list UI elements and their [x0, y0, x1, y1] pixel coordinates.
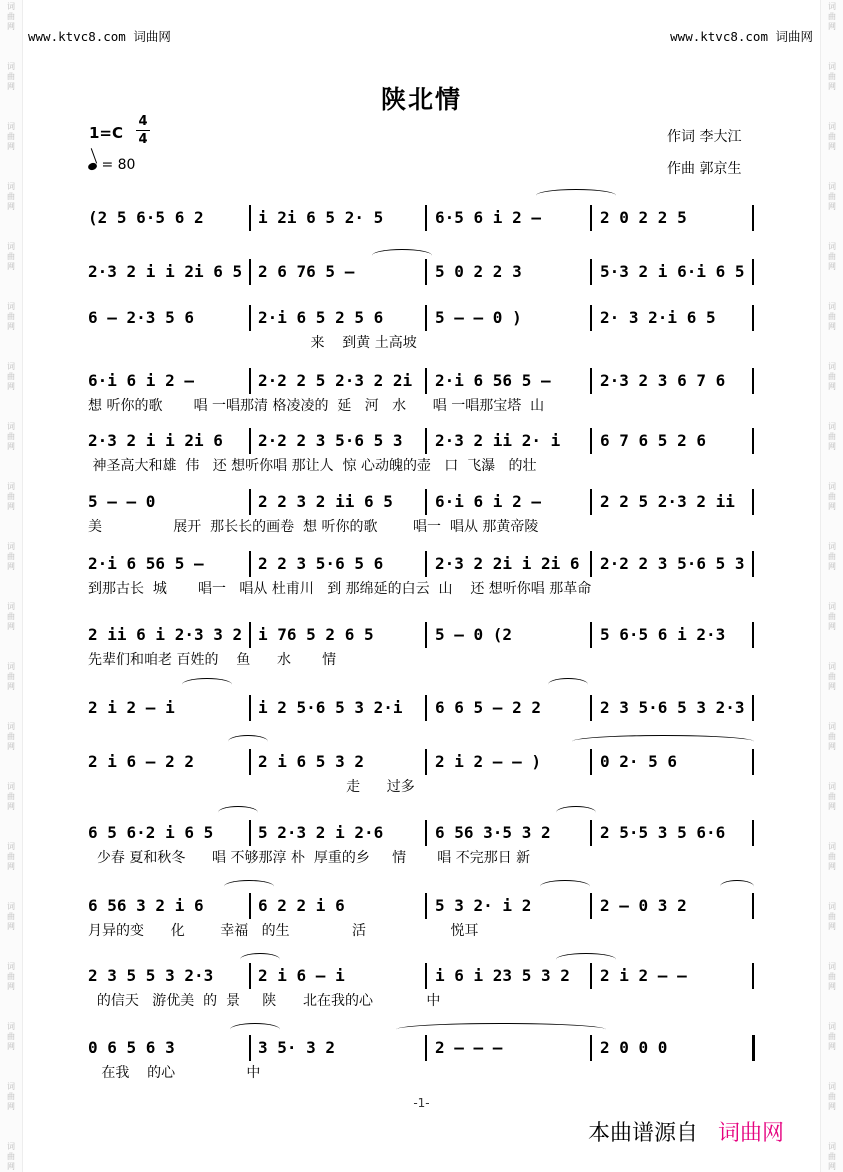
- measure: 2 i 6 – 2 2: [88, 752, 194, 771]
- key-signature: 1=C: [89, 124, 124, 142]
- measure: 2 i 2 – i: [88, 698, 175, 717]
- measure: 2· 3 2·i 6 5: [600, 308, 716, 327]
- slur: [218, 806, 258, 819]
- watermark-text: 词 曲 网: [828, 1142, 836, 1171]
- barline: [249, 622, 251, 648]
- score-row: [88, 366, 754, 396]
- barline: [590, 368, 592, 394]
- barline: [752, 622, 754, 648]
- lyric-line: 到那古长 城 唱一 唱从 杜甫川 到 那绵延的白云 山 还 想听你唱 那革命: [88, 581, 592, 597]
- barline: [249, 428, 251, 454]
- time-denominator: 4: [138, 132, 148, 147]
- barline: [249, 749, 251, 775]
- watermark-text: 词 曲 网: [7, 302, 15, 331]
- barline: [425, 622, 427, 648]
- watermark-text: 词 曲 网: [7, 842, 15, 871]
- barline: [425, 551, 427, 577]
- score-row: [88, 818, 754, 848]
- barline: [425, 820, 427, 846]
- slur: [548, 678, 588, 691]
- slur: [556, 806, 596, 819]
- barline: [425, 1035, 427, 1061]
- slur: [556, 953, 616, 966]
- slur: [372, 249, 432, 262]
- measure: 2 2 3 5·6 5 6: [258, 554, 384, 573]
- barline: [590, 259, 592, 285]
- lyric-line: 神圣高大和雄 伟 还 想听你唱 那让人 惊 心动魄的壶 口 飞瀑 的壮: [88, 458, 537, 474]
- score-row: [88, 891, 754, 921]
- watermark-text: 词 曲 网: [7, 782, 15, 811]
- lyric-line: 的信天 游优美 的 景 陕 北在我的心 中: [88, 993, 441, 1009]
- barline: [752, 259, 754, 285]
- measure: (2 5 6·5 6 2: [88, 208, 204, 227]
- barline: [752, 1035, 755, 1061]
- barline: [425, 489, 427, 515]
- barline: [249, 893, 251, 919]
- measure: 2·3 2 ii 2· i: [435, 431, 561, 450]
- barline: [425, 749, 427, 775]
- barline: [752, 695, 754, 721]
- measure: 2·3 2 3 6 7 6: [600, 371, 726, 390]
- measure: 6 56 3·5 3 2: [435, 823, 551, 842]
- barline: [249, 551, 251, 577]
- measure: 6 6 5 – 2 2: [435, 698, 541, 717]
- measure: 6·i 6 i 2 –: [88, 371, 194, 390]
- measure: 6 7 6 5 2 6: [600, 431, 706, 450]
- site-header-left[interactable]: www.ktvc8.com 词曲网: [28, 29, 171, 44]
- measure: 2 6 76 5 –: [258, 262, 355, 281]
- barline: [425, 305, 427, 331]
- barline: [590, 305, 592, 331]
- watermark-text: 词 曲 网: [828, 1082, 836, 1111]
- lyric-line: 来 到黄 土高坡: [88, 335, 417, 351]
- barline: [752, 368, 754, 394]
- watermark-text: 词 曲 网: [7, 1142, 15, 1171]
- measure: 2·i 6 56 5 –: [88, 554, 204, 573]
- measure: 6 – 2·3 5 6: [88, 308, 194, 327]
- watermark-text: 词 曲 网: [7, 1022, 15, 1051]
- score-row: [88, 303, 754, 333]
- barline: [590, 489, 592, 515]
- score-row: [88, 1033, 754, 1063]
- barline: [752, 963, 754, 989]
- source-footer: [588, 1116, 784, 1147]
- score-row: [88, 620, 754, 650]
- watermark-text: 词 曲 网: [828, 242, 836, 271]
- measure: i 6 i 23 5 3 2: [435, 966, 570, 985]
- measure: 2 3 5·6 5 3 2·3: [600, 698, 745, 717]
- barline: [425, 695, 427, 721]
- score-row: [88, 747, 754, 777]
- measure: 2·i 6 5 2 5 6: [258, 308, 384, 327]
- barline: [425, 963, 427, 989]
- tempo-value: = 80: [101, 157, 136, 173]
- measure: 2 2 3 2 ii 6 5: [258, 492, 393, 511]
- score-row: [88, 549, 754, 579]
- time-signature: [136, 114, 150, 147]
- barline: [249, 259, 251, 285]
- measure: 0 2· 5 6: [600, 752, 678, 771]
- measure: i 2 5·6 5 3 2·i: [258, 698, 403, 717]
- score-row: [88, 487, 754, 517]
- measure: 3 5· 3 2: [258, 1038, 336, 1057]
- barline: [590, 749, 592, 775]
- barline: [425, 893, 427, 919]
- measure: 2·3 2 2i i 2i 6: [435, 554, 580, 573]
- barline: [752, 820, 754, 846]
- measure: 5·3 2 i 6·i 6 5: [600, 262, 745, 281]
- time-numerator: 4: [138, 114, 148, 129]
- barline: [590, 820, 592, 846]
- lyric-line: 少春 夏和秋冬 唱 不够那淳 朴 厚重的乡 情 唱 不完那日 新: [88, 850, 531, 866]
- watermark-text: 词 曲 网: [7, 902, 15, 931]
- barline: [590, 551, 592, 577]
- score-row: [88, 693, 754, 723]
- slur: [572, 735, 754, 748]
- barline: [590, 695, 592, 721]
- watermark-text: 词 曲 网: [7, 362, 15, 391]
- lyric-line: 想 听你的歌 唱 一唱那清 格凌凌的 延 河 水 唱 一唱那宝塔 山: [88, 398, 545, 414]
- measure: 2 3 5 5 3 2·3: [88, 966, 214, 985]
- quarter-note-icon: [87, 162, 98, 172]
- slur: [396, 1023, 606, 1036]
- watermark-text: 词 曲 网: [828, 2, 836, 31]
- measure: 2 0 0 0: [600, 1038, 668, 1057]
- slur: [230, 1023, 280, 1036]
- barline: [249, 820, 251, 846]
- barline: [752, 749, 754, 775]
- lyric-line: 先辈们和咱老 百姓的 鱼 水 情: [88, 652, 337, 668]
- barline: [249, 368, 251, 394]
- measure: 2·2 2 5 2·3 2 2i: [258, 371, 413, 390]
- watermark-text: 词 曲 网: [828, 422, 836, 451]
- measure: 2 i 2 – – ): [435, 752, 541, 771]
- barline: [249, 489, 251, 515]
- barline: [590, 428, 592, 454]
- watermark-text: 词 曲 网: [828, 962, 836, 991]
- measure: 0 6 5 6 3: [88, 1038, 175, 1057]
- slur: [720, 880, 754, 893]
- measure: 5 – – 0 ): [435, 308, 522, 327]
- watermark-text: 词 曲 网: [7, 242, 15, 271]
- slur: [540, 880, 590, 893]
- measure: 2 – 0 3 2: [600, 896, 687, 915]
- barline: [752, 305, 754, 331]
- barline: [752, 893, 754, 919]
- barline: [249, 963, 251, 989]
- right-watermark-strip: [820, 0, 843, 1172]
- watermark-text: 词 曲 网: [7, 722, 15, 751]
- watermark-text: 词 曲 网: [828, 122, 836, 151]
- barline: [249, 695, 251, 721]
- barline: [425, 368, 427, 394]
- lyricist-credit: 作词 李大江: [667, 129, 742, 145]
- barline: [590, 1035, 592, 1061]
- watermark-text: 词 曲 网: [828, 482, 836, 511]
- measure: 2 5·5 3 5 6·6: [600, 823, 726, 842]
- left-watermark-strip: [0, 0, 23, 1172]
- watermark-text: 词 曲 网: [7, 482, 15, 511]
- watermark-text: 词 曲 网: [828, 602, 836, 631]
- lyric-line: 月异的变 化 幸福 的生 活 悦耳: [88, 923, 479, 939]
- watermark-text: 词 曲 网: [7, 962, 15, 991]
- watermark-text: 词 曲 网: [828, 782, 836, 811]
- watermark-text: 词 曲 网: [7, 122, 15, 151]
- barline: [590, 622, 592, 648]
- watermark-text: 词 曲 网: [7, 542, 15, 571]
- measure: 2 i 2 – –: [600, 966, 687, 985]
- slur: [228, 735, 268, 748]
- barline: [249, 305, 251, 331]
- site-header-right[interactable]: www.ktvc8.com 词曲网: [670, 29, 813, 44]
- measure: 2·i 6 56 5 –: [435, 371, 551, 390]
- slur: [240, 953, 280, 966]
- watermark-text: 词 曲 网: [828, 1022, 836, 1051]
- score-row: [88, 961, 754, 991]
- measure: 2 i 6 5 3 2: [258, 752, 364, 771]
- measure: 2·3 2 i i 2i 6 5: [88, 262, 243, 281]
- song-title: 陕北情: [380, 85, 462, 114]
- lyric-line: 走 过多: [88, 779, 415, 795]
- watermark-text: 词 曲 网: [828, 542, 836, 571]
- measure: 6 5 6·2 i 6 5: [88, 823, 214, 842]
- score-row: [88, 426, 754, 456]
- measure: 6·i 6 i 2 –: [435, 492, 541, 511]
- watermark-text: 词 曲 网: [828, 362, 836, 391]
- measure: 2 0 2 2 5: [600, 208, 687, 227]
- slur: [536, 189, 616, 202]
- lyric-line: 美 展开 那长长的画卷 想 听你的歌 唱一 唱从 那黄帝陵: [88, 519, 539, 535]
- watermark-text: 词 曲 网: [828, 722, 836, 751]
- measure: 2·3 2 i i 2i 6: [88, 431, 223, 450]
- slur: [182, 678, 232, 691]
- watermark-text: 词 曲 网: [7, 62, 15, 91]
- measure: i 76 5 2 6 5: [258, 625, 374, 644]
- measure: 2·2 2 3 5·6 5 3: [600, 554, 745, 573]
- barline: [590, 205, 592, 231]
- barline: [425, 428, 427, 454]
- slur: [224, 880, 274, 893]
- watermark-text: 词 曲 网: [7, 602, 15, 631]
- measure: i 2i 6 5 2· 5: [258, 208, 384, 227]
- measure: 5 3 2· i 2: [435, 896, 532, 915]
- barline: [752, 551, 754, 577]
- barline: [752, 205, 754, 231]
- barline: [752, 428, 754, 454]
- measure: 2·2 2 3 5·6 5 3: [258, 431, 403, 450]
- measure: 5 2·3 2 i 2·6: [258, 823, 384, 842]
- lyric-line: 在我 的心 中: [88, 1065, 261, 1081]
- watermark-text: 词 曲 网: [7, 422, 15, 451]
- watermark-text: 词 曲 网: [828, 302, 836, 331]
- barline: [752, 489, 754, 515]
- measure: 5 0 2 2 3: [435, 262, 522, 281]
- barline: [590, 893, 592, 919]
- watermark-text: 词 曲 网: [7, 662, 15, 691]
- barline: [249, 1035, 251, 1061]
- measure: 2 2 5 2·3 2 ii: [600, 492, 735, 511]
- measure: 6 56 3 2 i 6: [88, 896, 204, 915]
- source-text: 本曲谱源自: [588, 1121, 699, 1146]
- measure: 5 6·5 6 i 2·3: [600, 625, 726, 644]
- barline: [249, 205, 251, 231]
- brand-link[interactable]: 词曲网: [718, 1121, 785, 1146]
- watermark-text: 词 曲 网: [7, 1082, 15, 1111]
- watermark-text: 词 曲 网: [7, 2, 15, 31]
- watermark-text: 词 曲 网: [828, 902, 836, 931]
- watermark-text: 词 曲 网: [828, 842, 836, 871]
- measure: 5 – – 0: [88, 492, 156, 511]
- watermark-text: 词 曲 网: [7, 182, 15, 211]
- score-row: [88, 203, 754, 233]
- watermark-text: 词 曲 网: [828, 182, 836, 211]
- watermark-text: 词 曲 网: [828, 62, 836, 91]
- tempo-marking: [88, 157, 135, 173]
- page-number: -1-: [413, 1096, 430, 1110]
- measure: 2 ii 6 i 2·3 3 2: [88, 625, 243, 644]
- watermark-text: 词 曲 网: [828, 662, 836, 691]
- barline: [425, 259, 427, 285]
- measure: 6·5 6 i 2 –: [435, 208, 541, 227]
- measure: 6 2 2 i 6: [258, 896, 345, 915]
- measure: 5 – 0 (2: [435, 625, 513, 644]
- measure: 2 – – –: [435, 1038, 503, 1057]
- barline: [425, 205, 427, 231]
- barline: [590, 963, 592, 989]
- measure: 2 i 6 – i: [258, 966, 345, 985]
- composer-credit: 作曲 郭京生: [667, 161, 742, 177]
